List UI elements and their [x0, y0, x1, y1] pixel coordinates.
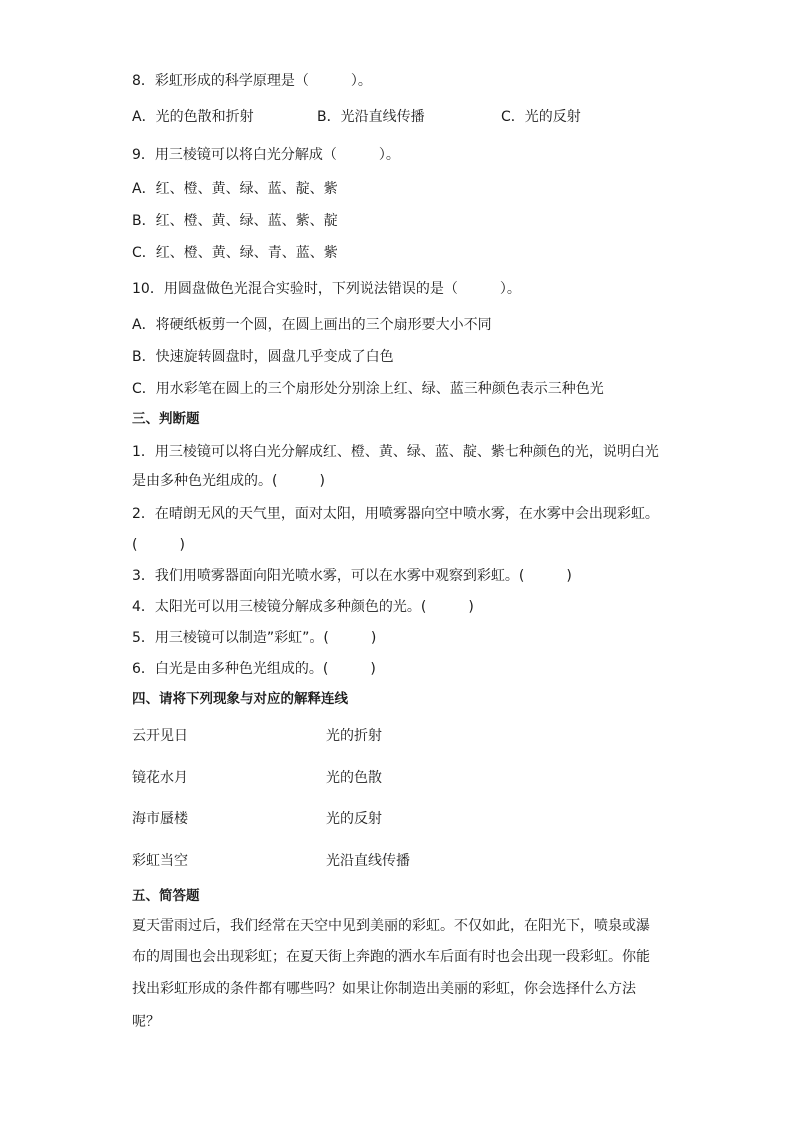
question-8-option-a: A．光的色散和折射	[132, 109, 254, 125]
judge-item-1-line-2: 是由多种色光组成的。( )	[132, 473, 325, 489]
judge-item-6: 6．白光是由多种色光组成的。( )	[132, 661, 376, 677]
question-10-option-c: C．用水彩笔在圆上的三个扇形处分别涂上红、绿、蓝三种颜色表示三种色光	[132, 381, 604, 397]
judge-item-2-line-1: 2．在晴朗无风的天气里，面对太阳，用喷雾器向空中喷水雾，在水雾中会出现彩虹。	[132, 506, 659, 522]
match-explanation-3: 光的反射	[326, 811, 382, 827]
short-answer-line-1: 夏天雷雨过后，我们经常在天空中见到美丽的彩虹。不仅如此，在阳光下，喷泉或瀑	[132, 918, 650, 934]
match-phenomenon-2: 镜花水月	[132, 770, 188, 786]
judge-item-3: 3．我们用喷雾器面向阳光喷水雾，可以在水雾中观察到彩虹。( )	[132, 568, 572, 584]
section-5-heading: 五、简答题	[132, 888, 200, 904]
question-8-option-b: B．光沿直线传播	[317, 109, 425, 125]
short-answer-line-2: 布的周围也会出现彩虹；在夏天街上奔跑的洒水车后面有时也会出现一段彩虹。你能	[132, 949, 650, 965]
judge-item-5: 5．用三棱镜可以制造”彩虹”。( )	[132, 630, 377, 646]
section-3-heading: 三、判断题	[132, 411, 200, 427]
question-8-option-c: C．光的反射	[501, 109, 581, 125]
question-10-stem: 10．用圆盘做色光混合实验时，下列说法错误的是（ ）。	[132, 281, 521, 297]
match-explanation-1: 光的折射	[326, 728, 382, 744]
match-phenomenon-4: 彩虹当空	[132, 853, 188, 869]
short-answer-line-3: 找出彩虹形成的条件都有哪些吗？如果让你制造出美丽的彩虹，你会选择什么方法	[132, 981, 636, 997]
question-8-stem: 8．彩虹形成的科学原理是（ ）。	[132, 73, 372, 89]
match-phenomenon-1: 云开见日	[132, 728, 188, 744]
match-explanation-2: 光的色散	[326, 770, 382, 786]
question-9-option-c: C．红、橙、黄、绿、青、蓝、紫	[132, 245, 338, 261]
judge-item-1-line-1: 1．用三棱镜可以将白光分解成红、橙、黄、绿、蓝、靛、紫七种颜色的光，说明白光	[132, 444, 659, 460]
short-answer-line-4: 呢？	[132, 1014, 160, 1030]
question-9-option-b: B．红、橙、黄、绿、蓝、紫、靛	[132, 213, 338, 229]
judge-item-2-line-2: ( )	[132, 537, 185, 553]
match-explanation-4: 光沿直线传播	[326, 853, 410, 869]
question-8-options	[132, 107, 692, 127]
question-10-option-b: B．快速旋转圆盘时，圆盘几乎变成了白色	[132, 349, 394, 365]
question-9-option-a: A．红、橙、黄、绿、蓝、靛、紫	[132, 181, 338, 197]
judge-item-4: 4．太阳光可以用三棱镜分解成多种颜色的光。( )	[132, 599, 474, 615]
section-4-heading: 四、请将下列现象与对应的解释连线	[132, 691, 348, 707]
question-10-option-a: A．将硬纸板剪一个圆，在圆上画出的三个扇形要大小不同	[132, 317, 492, 333]
question-9-stem: 9．用三棱镜可以将白光分解成（ ）。	[132, 147, 400, 163]
match-phenomenon-3: 海市蜃楼	[132, 811, 188, 827]
